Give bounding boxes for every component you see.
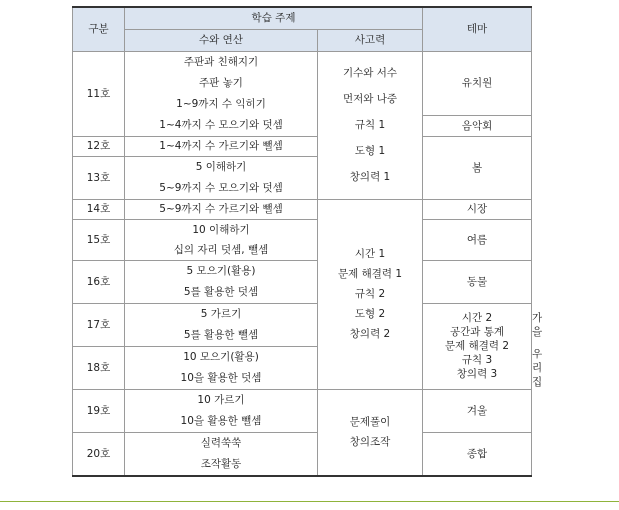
row-number: 17호	[73, 303, 125, 346]
thinking-line: 규칙 1	[354, 119, 386, 131]
math-line: 5 이해하기	[195, 161, 247, 173]
thinking-line: 시간 1	[354, 248, 386, 260]
math-line: 5 모으기(활용)	[186, 265, 256, 277]
math-line: 5를 활용한 뺄셈	[183, 329, 259, 341]
thinking-line: 시간 2	[461, 312, 493, 324]
theme-cell: 동물	[423, 260, 532, 303]
math-line: 5를 활용한 덧셈	[183, 286, 259, 298]
thinking-line: 도형 2	[354, 308, 386, 320]
theme-cell: 종합	[423, 432, 532, 476]
math-line: 10 모으기(활용)	[183, 351, 259, 363]
thinking-cell	[318, 199, 423, 389]
thinking-line: 공간과 통계	[449, 326, 505, 338]
thinking-line: 창의력 2	[349, 328, 391, 340]
math-line: 10 가르기	[197, 394, 245, 406]
header-theme: 테마	[423, 7, 532, 51]
math-line: 1~9까지 수 익히기	[176, 98, 266, 110]
thinking-line: 도형 1	[354, 145, 386, 157]
thinking-cell	[318, 51, 423, 199]
thinking-line: 먼저와 나중	[342, 93, 398, 105]
thinking-line: 창의력 3	[456, 368, 498, 380]
math-line: 주판과 친해지기	[183, 56, 259, 68]
math-cell	[125, 346, 318, 389]
header-math: 수와 연산	[125, 29, 318, 51]
curriculum-table: 구분 학습 주제 테마 수와 연산 사고력 11호 주판과 친해지기 주판 놓기 1~9까지 수 익히기 1~4까지 수 모으기와 덧셈 기수와 서수 먼저와 나중 규칙 1 도형 1 창의력 1 유치원 음악회 12호 1~4까지 수 가르기와 뺄셈 봄 13호 5 이해하기 5~9까지 수 모으기와 덧셈 14호 5~9까지 수 가르기와 뺄셈 시간 1 문제 해결력 1 규칙 2 도형 2 창의력 2 시장 15호 10 이해하기 십의 자리 덧셈, 뺄셈 여름 16호 5 모으기(활용) 5를 활용한 덧셈 동물 17호 5 가르기 5를 활용한 뺄셈 시간 2 공간과 통계 문제 해결력 2 규칙 3 창의력 3 가을 18호 10 모으기(활용) 10을 활용한 덧셈 우리 집 19호 10 가르기 10을 활용한 뺄셈 문제풀이 창의조작 겨울 20호 실력쑥쑥 조작활동 종합	[72, 6, 532, 477]
math-line: 주판 놓기	[199, 77, 243, 89]
row-number: 15호	[73, 219, 125, 260]
math-line: 10 이해하기	[192, 223, 250, 236]
math-line: 10을 활용한 덧셈	[180, 372, 262, 384]
thinking-line: 문제 해결력 2	[444, 340, 510, 352]
thinking-line: 창의력 1	[349, 171, 391, 183]
math-cell: 1~4까지 수 가르기와 뺄셈	[125, 136, 318, 156]
theme-cell: 유치원	[423, 51, 532, 116]
row-number: 18호	[73, 346, 125, 389]
math-cell	[125, 51, 318, 136]
theme-cell: 시장	[423, 199, 532, 219]
row-number: 13호	[73, 156, 125, 199]
math-cell	[125, 303, 318, 346]
row-number: 11호	[73, 51, 125, 136]
bottom-rule	[0, 501, 619, 502]
row-number: 20호	[73, 432, 125, 476]
math-line: 5~9까지 수 모으기와 덧셈	[159, 182, 283, 194]
thinking-line: 창의조작	[349, 436, 391, 448]
math-cell	[125, 432, 318, 476]
theme-cell: 여름	[423, 219, 532, 260]
math-line: 5 가르기	[200, 308, 242, 320]
math-cell	[125, 156, 318, 199]
math-line: 조작활동	[200, 458, 242, 470]
thinking-line: 규칙 3	[461, 354, 493, 366]
math-cell	[125, 219, 318, 260]
row-number: 12호	[73, 136, 125, 156]
thinking-line: 규칙 2	[354, 288, 386, 300]
math-line: 10을 활용한 뺄셈	[180, 415, 262, 427]
math-cell: 5~9까지 수 가르기와 뺄셈	[125, 199, 318, 219]
math-line: 실력쑥쑥	[200, 437, 242, 449]
theme-cell: 음악회	[423, 116, 532, 136]
header-thinking: 사고력	[318, 29, 423, 51]
header-group: 구분	[73, 7, 125, 51]
math-line: 십의 자리 덧셈, 뺄셈	[173, 243, 269, 256]
thinking-line: 기수와 서수	[342, 67, 398, 79]
theme-cell: 겨울	[423, 389, 532, 432]
math-line: 1~4까지 수 모으기와 덧셈	[159, 119, 283, 131]
row-number: 16호	[73, 260, 125, 303]
thinking-line: 문제풀이	[349, 416, 391, 428]
theme-cell: 봄	[423, 136, 532, 199]
header-subject: 학습 주제	[125, 7, 423, 29]
math-cell	[125, 389, 318, 432]
row-number: 19호	[73, 389, 125, 432]
thinking-cell	[318, 389, 423, 476]
thinking-cell	[423, 303, 532, 389]
row-number: 14호	[73, 199, 125, 219]
math-cell	[125, 260, 318, 303]
thinking-line: 문제 해결력 1	[337, 268, 403, 280]
